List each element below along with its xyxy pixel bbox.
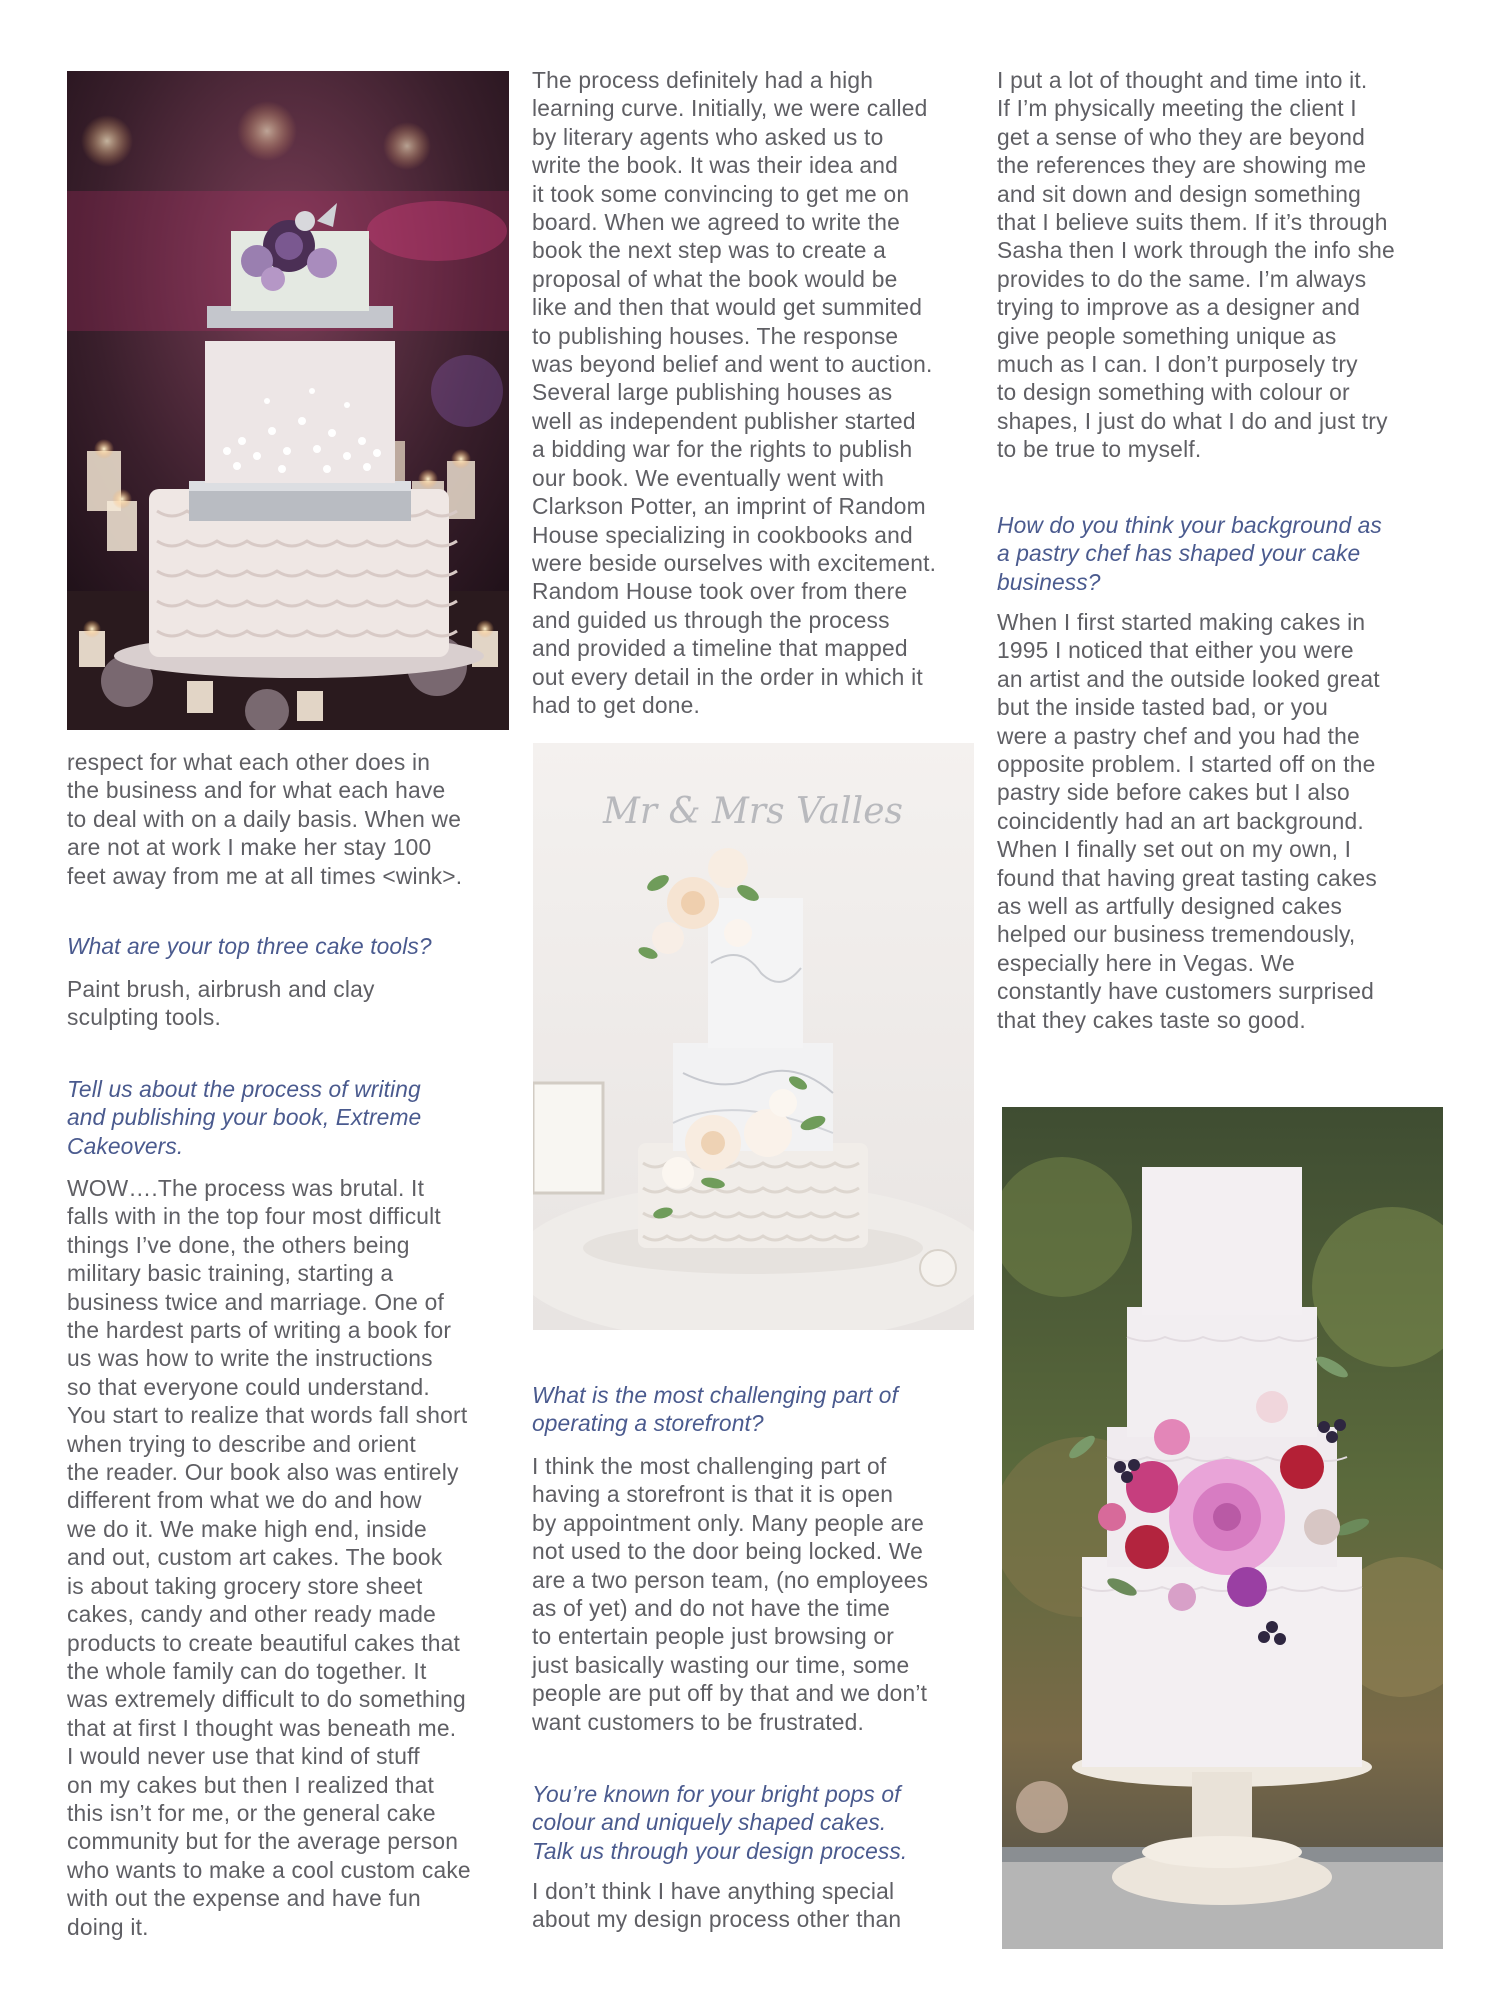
- paragraph-design-thought: I put a lot of thought and time into it. If I’m physically meeting the client I get a sense of who they are beyond the references they are showing me and sit down and design something that I believe suits them. If it’s through Sasha then I work through the info she provides to do the same. I’m always trying to improve as a designer and give people something unique as much as I can. I don’t purposely try to design something with colour or shapes, I just do what I do and just try to be true to myself.: [997, 67, 1395, 463]
- cake-photo-ruffle-candles: [67, 71, 509, 730]
- answer-design-process-start: I don’t think I have anything special about my design process other than: [532, 1878, 902, 1933]
- answer-cake-tools: Paint brush, airbrush and clay sculpting tools.: [67, 976, 375, 1031]
- paragraph-book-process: The process definitely had a high learning curve. Initially, we were called by literary agents who asked us to write the book. It was their idea and it took some convincing to get me on board. When we agreed to write the book the next step was to create a proposal of what the book would be like and then that would get summited to publishing houses. The response was beyond belief and went to auction. Several large publishing houses as well as independent publisher started a bidding war for the rights to publish our book. We eventually went with Clarkson Potter, an imprint of Random House specializing in cookbooks and were beside ourselves with excitement. Random House took over from there and guided us through the process and provided a timeline that mapped out every detail in the order in which it had to get done.: [532, 67, 937, 718]
- cake-photo-white-floral-topper: [533, 743, 974, 1330]
- question-storefront: What is the most challenging part of operating a storefront?: [532, 1382, 899, 1437]
- answer-book: WOW….The process was brutal. It falls with in the top four most difficult things I’ve done, the others being military basic training, starting a business twice and marriage. One of the hardest parts of writing a book for us was how to write the instructions so that everyone could understand. You start to realize that words fall short when trying to describe and orient the reader. Our book also was entirely different from what we do and how we do it. We make high end, inside and out, custom art cakes. The book is about taking grocery store sheet cakes, candy and other ready made products to create beautiful cakes that the whole family can do together. It was extremely difficult to do something that at first I thought was beneath me. I would never use that kind of stuff on my cakes but then I realized that this isn’t for me, or the general cake community but for the average person who wants to make a cool custom cake with out the expense and have fun doing it.: [67, 1175, 471, 1940]
- answer-storefront: I think the most challenging part of having a storefront is that it is open by appointment only. Many people are not used to the door being locked. We are a two person team, (no employees as of yet) and do not have the time to entertain people just browsing or just basically wasting our time, some people are put off by that and we don’t want customers to be frustrated.: [532, 1453, 929, 1735]
- paragraph-respect: respect for what each other does in the business and for what each have to deal with on a daily basis. When we are not at work I make her stay 100 feet away from me at all times <wink>.: [67, 749, 463, 889]
- question-book: Tell us about the process of writing and publishing your book, Extreme Cakeovers.: [67, 1076, 422, 1159]
- question-design-process: You’re known for your bright pops of colour and uniquely shaped cakes. Talk us through your design process.: [532, 1781, 908, 1864]
- cake-topper-text: Mr & Mrs Valles: [603, 791, 903, 832]
- answer-pastry-background: When I first started making cakes in 1995 I noticed that either you were an artist and the outside looked great but the inside tasted bad, or you were a pastry chef and you had the opposite problem. I started off on the pastry side before cakes but I also coincidently had an art background. When I finally set out on my own, I found that having great tasting cakes as well as artfully designed cakes helped our business tremendously, especially here in Vegas. We constantly have customers surprised that they cakes taste so good.: [997, 609, 1380, 1033]
- question-cake-tools: What are your top three cake tools?: [67, 933, 432, 959]
- cake-photo-pink-floral-garden: [1002, 1107, 1443, 1949]
- question-pastry-background: How do you think your background as a pastry chef has shaped your cake business?: [997, 512, 1382, 595]
